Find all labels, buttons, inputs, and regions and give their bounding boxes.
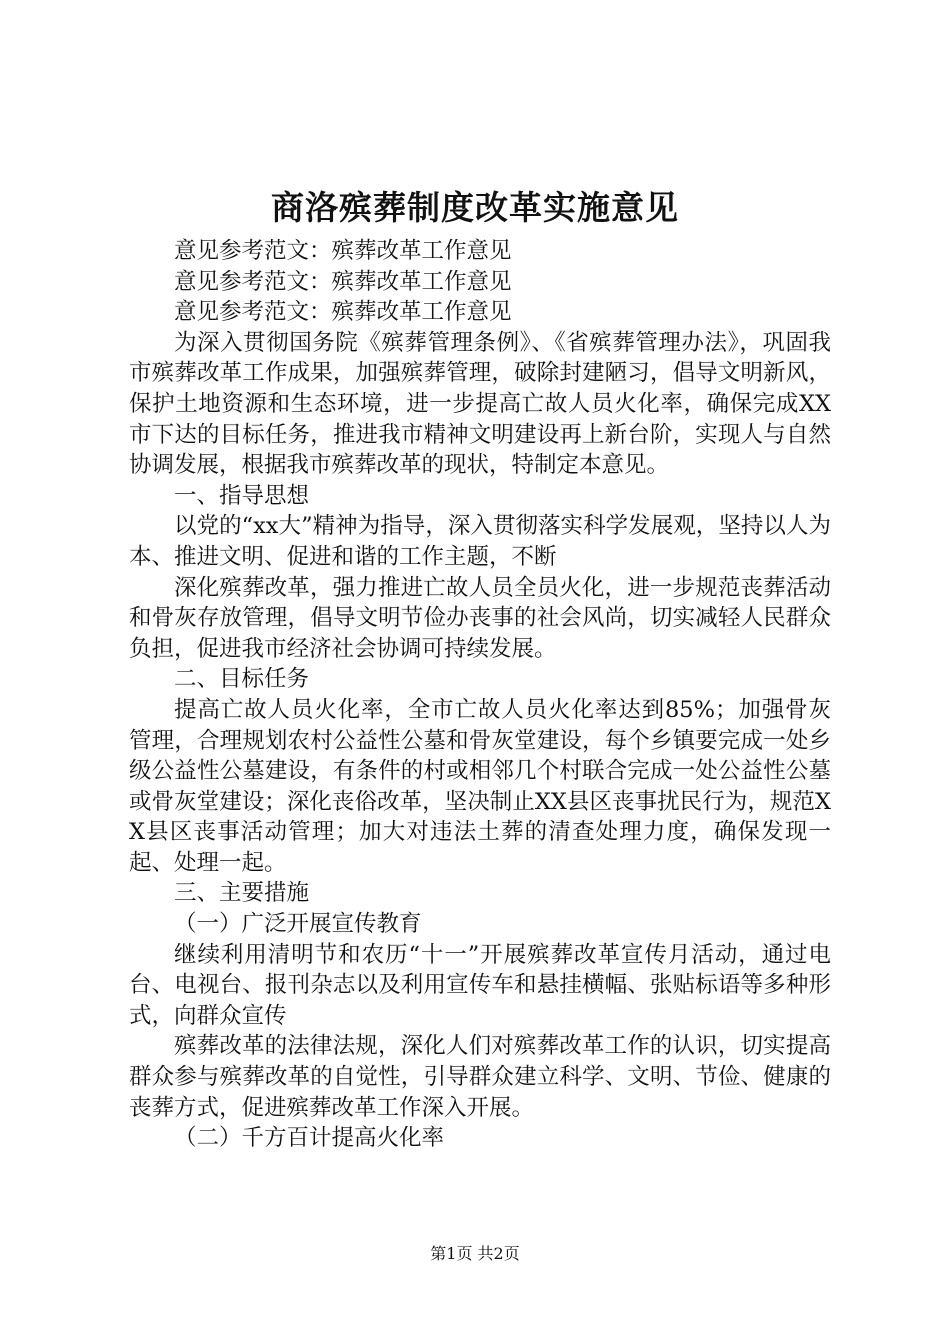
subsection-heading: （一）广泛开展宣传教育 [174,911,422,938]
document-title: 商洛殡葬制度改革实施意见 [271,188,679,227]
paragraph: 意见参考范文：殡葬改革工作意见 [174,268,512,295]
paragraph: 提高亡故人员火化率，全市亡故人员火化率达到85%；加强骨灰管理，合理规划农村公益性公墓和骨灰堂建设，每个乡镇要完成一处乡级公益性公墓建设，有条件的村或相邻几个村联合完成一处公益性公墓或骨灰堂建设；深化丧俗改革，坚决制止XX县区丧事扰民行为，规范XX县区丧事活动管理；加大对违法土葬的清查处理力度，确保发现一起、处理一起。 [129,696,831,876]
paragraph: 意见参考范文：殡葬改革工作意见 [174,238,512,264]
paragraph: 继续利用清明节和农历“十一”开展殡葬改革宣传月活动，通过电台、电视台、报刊杂志以及利用宣传车和悬挂横幅、张贴标语等多种形式，向群众宣传 [129,941,831,1029]
paragraph: 为深入贯彻国务院《殡葬管理条例》、《省殡葬管理办法》，巩固我市殡葬改革工作成果，加强殡葬管理，破除封建陋习，倡导文明新风，保护土地资源和生态环境，进一步提高亡故人员火化率，确保完成XX市下达的目标任务，推进我市精神文明建设再上新台阶，实现人与自然协调发展，根据我市殡葬改革的现状，特制定本意见。 [129,329,831,479]
paragraph: 意见参考范文：殡葬改革工作意见 [174,299,512,326]
subsection-heading: （二）千方百计提高火化率 [174,1125,445,1152]
section-heading: 二、目标任务 [174,666,310,693]
page-footer: 第1页 共2页 [430,1244,520,1263]
section-heading: 一、指导思想 [174,482,310,509]
section-heading: 三、主要措施 [174,880,310,907]
paragraph: 深化殡葬改革，强力推进亡故人员全员火化，进一步规范丧葬活动和骨灰存放管理，倡导文明节俭办丧事的社会风尚，切实减轻人民群众负担，促进我市经济社会协调可持续发展。 [129,574,831,662]
paragraph: 殡葬改革的法律法规，深化人们对殡葬改革工作的认识，切实提高群众参与殡葬改革的自觉性，引导群众建立科学、文明、节俭、健康的丧葬方式，促进殡葬改革工作深入开展。 [129,1033,831,1121]
document-body [129,236,831,1154]
paragraph: 以党的“xx大”精神为指导，深入贯彻落实科学发展观，坚持以人为本、推进文明、促进和谐的工作主题，不断 [129,513,831,570]
